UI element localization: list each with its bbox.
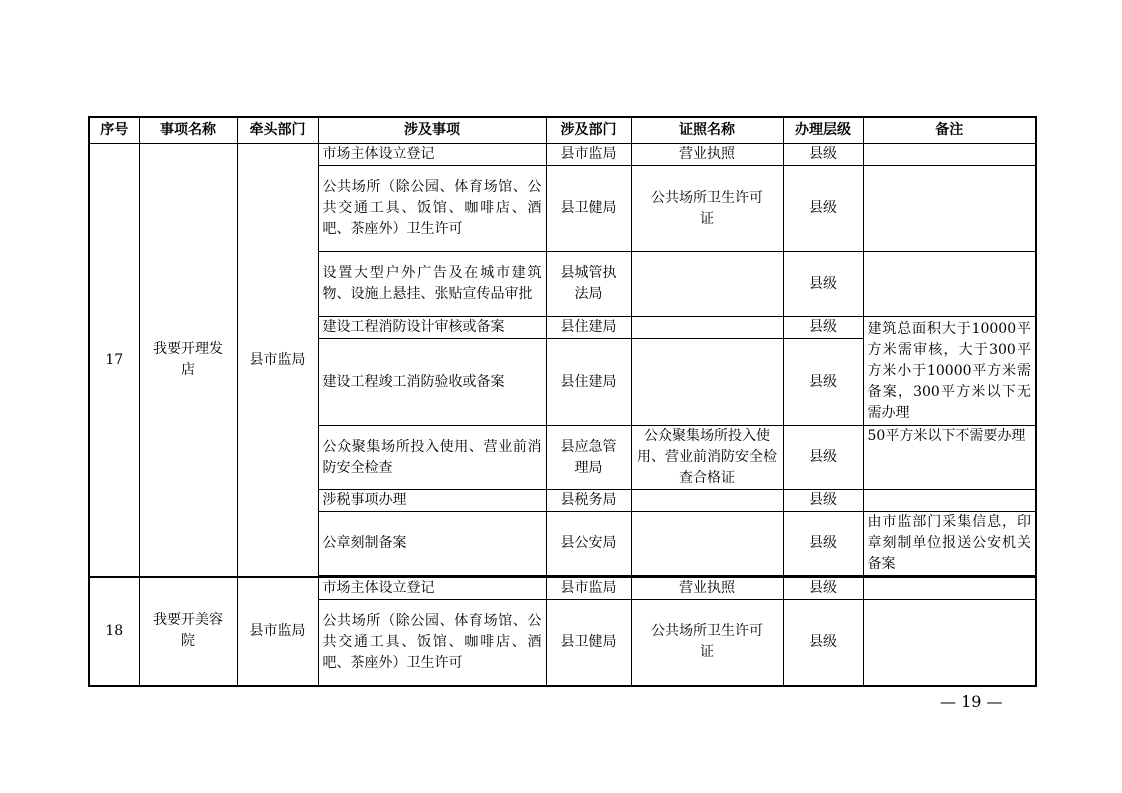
group-lead-dept: 县市监局 bbox=[237, 144, 318, 578]
header-item-name: 事项名称 bbox=[139, 117, 237, 144]
group-lead-dept: 县市监局 bbox=[237, 577, 318, 686]
license-name: 营业执照 bbox=[631, 577, 783, 600]
involved-dept: 县卫健局 bbox=[546, 600, 631, 686]
involved-dept: 县公安局 bbox=[546, 512, 631, 576]
service-items-table bbox=[88, 116, 1037, 687]
license-name: 公共场所卫生许可证 bbox=[631, 166, 783, 252]
involved-dept: 县城管执法局 bbox=[546, 252, 631, 317]
note bbox=[863, 166, 1036, 252]
involved-item: 市场主体设立登记 bbox=[318, 144, 546, 166]
involved-item: 市场主体设立登记 bbox=[318, 577, 546, 600]
involved-item: 公章刻制备案 bbox=[318, 512, 546, 576]
note bbox=[863, 144, 1036, 166]
involved-dept: 县市监局 bbox=[546, 144, 631, 166]
note: 50平方米以下不需要办理 bbox=[863, 426, 1036, 490]
handling-level: 县级 bbox=[783, 252, 863, 317]
header-involved-dept: 涉及部门 bbox=[546, 117, 631, 144]
handling-level: 县级 bbox=[783, 144, 863, 166]
table-header-row bbox=[89, 117, 1036, 144]
handling-level: 县级 bbox=[783, 166, 863, 252]
page-number: — 19 — bbox=[940, 692, 1003, 711]
header-involved-item: 涉及事项 bbox=[318, 117, 546, 144]
group-index: 17 bbox=[89, 144, 139, 578]
involved-dept: 县市监局 bbox=[546, 577, 631, 600]
note: 由市监部门采集信息，印章刻制单位报送公安机关备案 bbox=[863, 512, 1036, 576]
involved-item: 建设工程竣工消防验收或备案 bbox=[318, 339, 546, 426]
handling-level: 县级 bbox=[783, 512, 863, 576]
involved-dept: 县卫健局 bbox=[546, 166, 631, 252]
handling-level: 县级 bbox=[783, 339, 863, 426]
handling-level: 县级 bbox=[783, 577, 863, 600]
header-lead-dept: 牵头部门 bbox=[237, 117, 318, 144]
header-level: 办理层级 bbox=[783, 117, 863, 144]
license-name: 公众聚集场所投入使用、营业前消防安全检查合格证 bbox=[631, 426, 783, 490]
table-row bbox=[89, 577, 1036, 600]
involved-dept: 县税务局 bbox=[546, 490, 631, 512]
note bbox=[863, 600, 1036, 686]
header-license-name: 证照名称 bbox=[631, 117, 783, 144]
group-index: 18 bbox=[89, 577, 139, 686]
note bbox=[863, 252, 1036, 317]
group-name: 我要开理发店 bbox=[139, 144, 237, 578]
license-name bbox=[631, 490, 783, 512]
license-name: 营业执照 bbox=[631, 144, 783, 166]
group-name: 我要开美容院 bbox=[139, 577, 237, 686]
involved-item: 公共场所（除公园、体育场馆、公共交通工具、饭馆、咖啡店、酒吧、茶座外）卫生许可 bbox=[318, 166, 546, 252]
license-name bbox=[631, 512, 783, 576]
license-name: 公共场所卫生许可证 bbox=[631, 600, 783, 686]
table-row bbox=[89, 144, 1036, 166]
handling-level: 县级 bbox=[783, 426, 863, 490]
involved-item: 公众聚集场所投入使用、营业前消防安全检查 bbox=[318, 426, 546, 490]
involved-dept: 县住建局 bbox=[546, 339, 631, 426]
involved-dept: 县应急管理局 bbox=[546, 426, 631, 490]
involved-item: 公共场所（除公园、体育场馆、公共交通工具、饭馆、咖啡店、酒吧、茶座外）卫生许可 bbox=[318, 600, 546, 686]
handling-level: 县级 bbox=[783, 600, 863, 686]
involved-dept: 县住建局 bbox=[546, 317, 631, 339]
involved-item: 设置大型户外广告及在城市建筑物、设施上悬挂、张贴宣传品审批 bbox=[318, 252, 546, 317]
license-name bbox=[631, 252, 783, 317]
handling-level: 县级 bbox=[783, 317, 863, 339]
note: 建筑总面积大于10000平方米需审核，大于300平方米小于10000平方米需备案，300平方米以下无需办理 bbox=[863, 317, 1036, 426]
involved-item: 建设工程消防设计审核或备案 bbox=[318, 317, 546, 339]
license-name bbox=[631, 317, 783, 339]
note bbox=[863, 577, 1036, 600]
involved-item: 涉税事项办理 bbox=[318, 490, 546, 512]
header-note: 备注 bbox=[863, 117, 1036, 144]
license-name bbox=[631, 339, 783, 426]
handling-level: 县级 bbox=[783, 490, 863, 512]
header-index: 序号 bbox=[89, 117, 139, 144]
note bbox=[863, 490, 1036, 512]
